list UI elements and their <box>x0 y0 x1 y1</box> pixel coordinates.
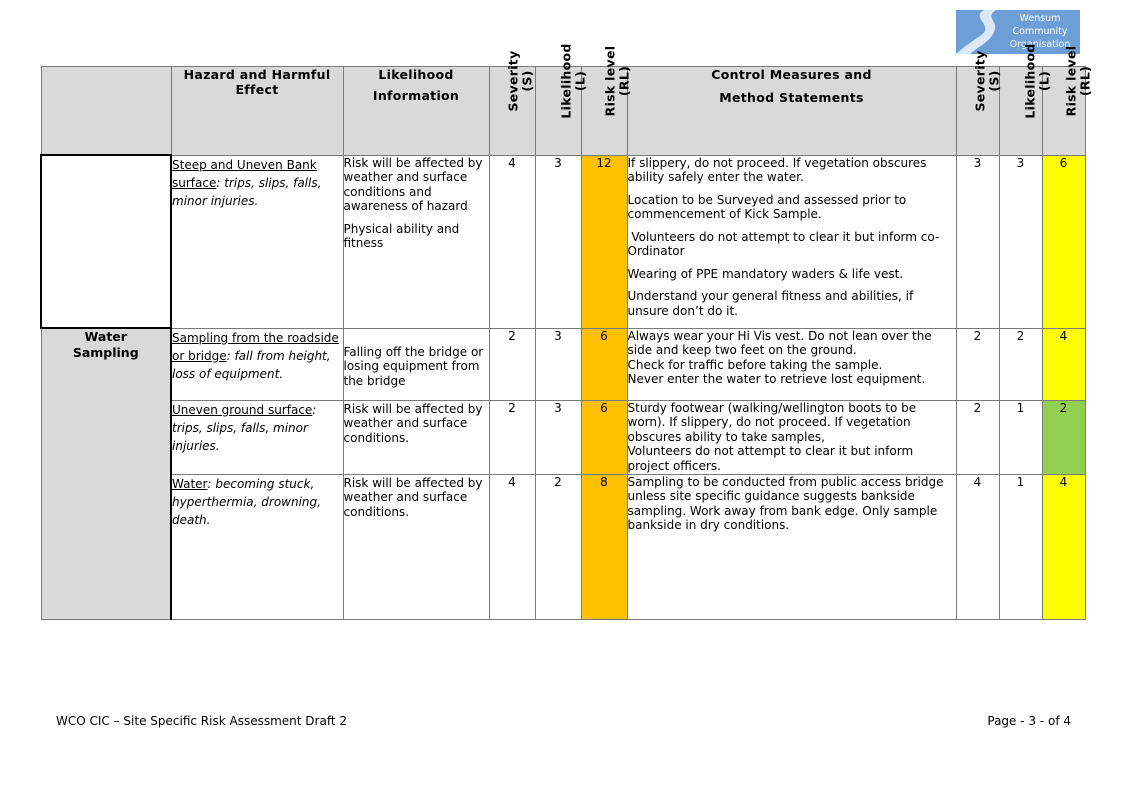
risk-level-value: 12 <box>581 155 627 328</box>
table-row <box>41 155 1085 328</box>
likelihood-info-cell <box>343 328 489 400</box>
likelihood-value: 3 <box>535 400 581 474</box>
header-likelihood-line: Likelihood <box>378 67 454 82</box>
residual-likelihood-value: 3 <box>999 155 1042 328</box>
hazard-effect: : fall from height, loss of equipment. <box>172 348 331 381</box>
likelihood-paragraph: Physical ability and fitness <box>343 221 460 250</box>
header-likelihood <box>535 43 588 156</box>
hazard-effect: : trips, slips, falls, minor injuries. <box>172 402 317 453</box>
table-row <box>41 474 1085 619</box>
hazard-cell <box>171 155 343 328</box>
footer-page-number: Page - 3 - of 4 <box>987 714 1071 728</box>
likelihood-value: 3 <box>535 155 581 328</box>
header-control-line: Control Measures and <box>711 67 872 82</box>
risk-level-value: 6 <box>581 400 627 474</box>
area-label-cell <box>41 328 171 619</box>
hazard-cell <box>171 474 343 619</box>
residual-severity-value: 2 <box>956 400 999 474</box>
control-paragraph: If slippery, do not proceed. If vegetation obscures ability safely enter the water. <box>627 155 927 184</box>
organisation-logo <box>956 10 1080 54</box>
header-severity-text: Severity <box>505 50 521 112</box>
header-residual-likelihood <box>999 43 1052 156</box>
control-paragraph: Never enter the water to retrieve lost equipment. <box>627 372 926 386</box>
severity-value: 2 <box>489 400 535 474</box>
logo-line: Wensum <box>1019 13 1061 24</box>
control-paragraph: Always wear your Hi Vis vest. Do not lean over the side and keep two feet on the ground. <box>627 328 932 357</box>
residual-risk-level-value: 2 <box>1042 400 1085 474</box>
hazard-title: Steep and Uneven Bank surface <box>172 157 317 190</box>
table-row <box>41 328 1085 400</box>
residual-severity-value: 3 <box>956 155 999 328</box>
control-paragraph: Location to be Surveyed and assessed prior to commencement of Kick Sample. <box>627 192 907 221</box>
header-likelihood-abbr: (L) <box>1036 70 1052 92</box>
likelihood-paragraph: Risk will be affected by weather and surface conditions. <box>343 401 483 445</box>
control-paragraph: Volunteers do not attempt to clear it but inform project officers. <box>627 444 914 473</box>
header-risk-abbr: (RL) <box>1076 65 1092 97</box>
area-label: Water Sampling <box>72 329 139 360</box>
control-paragraph: Check for traffic before taking the sample. <box>627 357 883 372</box>
header-residual-severity <box>956 50 1002 156</box>
likelihood-value: 3 <box>535 328 581 400</box>
header-risk-text: Risk level <box>601 45 617 117</box>
residual-likelihood-value: 1 <box>999 474 1042 619</box>
header-risk-abbr: (RL) <box>615 65 631 97</box>
header-severity-abbr: (S) <box>519 70 535 92</box>
residual-severity-value: 4 <box>956 474 999 619</box>
header-control-measures <box>627 67 956 156</box>
control-paragraph: Sturdy footwear (walking/wellington boots to be worn). If slippery, do not proceed. If vegetation obscures ability to take samples, <box>627 400 917 444</box>
severity-value: 4 <box>489 155 535 328</box>
hazard-effect: : becoming stuck, hyperthermia, drowning, death. <box>172 476 321 527</box>
header-row <box>41 67 1085 156</box>
header-likelihood-abbr: (L) <box>572 70 588 92</box>
likelihood-paragraph: Risk will be affected by weather and surface conditions. <box>343 475 483 519</box>
control-measures-cell <box>627 328 956 400</box>
header-likelihood-text: Likelihood <box>1022 43 1038 119</box>
residual-likelihood-value: 1 <box>999 400 1042 474</box>
likelihood-info-cell <box>343 474 489 619</box>
control-measures-cell <box>627 155 956 328</box>
residual-risk-level-value: 6 <box>1042 155 1085 328</box>
likelihood-info-cell <box>343 400 489 474</box>
control-paragraph: Wearing of PPE mandatory waders & life vest. <box>627 266 904 281</box>
header-severity-abbr: (S) <box>986 70 1002 92</box>
footer-document-title: WCO CIC – Site Specific Risk Assessment Draft 2 <box>56 714 347 728</box>
hazard-title: Sampling from the roadside or bridge <box>172 330 339 363</box>
header-risk-level <box>581 45 631 156</box>
residual-severity-value: 2 <box>956 328 999 400</box>
header-severity-text: Severity <box>972 50 988 112</box>
header-control-line: Method Statements <box>719 90 864 105</box>
severity-value: 2 <box>489 328 535 400</box>
hazard-cell <box>171 328 343 400</box>
residual-risk-level-value: 4 <box>1042 474 1085 619</box>
header-likelihood-text: Likelihood <box>558 43 574 119</box>
logo-line: Organisation <box>1009 39 1071 50</box>
likelihood-paragraph: Risk will be affected by weather and surface conditions and awareness of hazard <box>343 155 483 213</box>
severity-value: 4 <box>489 474 535 619</box>
area-cell-blank <box>41 155 171 328</box>
header-area <box>41 67 171 156</box>
likelihood-value: 2 <box>535 474 581 619</box>
hazard-cell <box>171 400 343 474</box>
header-hazard: Hazard and Harmful Effect <box>171 67 343 156</box>
header-risk-text: Risk level <box>1062 45 1078 117</box>
risk-level-value: 8 <box>581 474 627 619</box>
header-severity <box>489 50 535 156</box>
control-paragraph: Volunteers do not attempt to clear it but inform co-Ordinator <box>627 229 940 258</box>
header-likelihood-line: Information <box>372 88 460 103</box>
residual-risk-level-value: 4 <box>1042 328 1085 400</box>
header-likelihood-info <box>343 67 489 156</box>
hazard-title: Uneven ground surface <box>172 402 313 417</box>
likelihood-info-cell <box>343 155 489 328</box>
likelihood-paragraph: Falling off the bridge or losing equipment from the bridge <box>343 344 484 388</box>
control-paragraph: Sampling to be conducted from public access bridge unless site specific guidance suggests bankside sampling. Work away from bank edge. Only sample bankside in dry conditions. <box>627 474 944 532</box>
control-measures-cell <box>627 400 956 474</box>
logo-line: Community <box>1012 26 1068 37</box>
hazard-effect: : trips, slips, falls, minor injuries. <box>172 175 322 208</box>
table-row <box>41 400 1085 474</box>
risk-level-value: 6 <box>581 328 627 400</box>
control-measures-cell <box>627 474 956 619</box>
residual-likelihood-value: 2 <box>999 328 1042 400</box>
control-paragraph: Understand your general fitness and abilities, if unsure don’t do it. <box>627 289 914 318</box>
hazard-title: Water <box>172 476 208 491</box>
